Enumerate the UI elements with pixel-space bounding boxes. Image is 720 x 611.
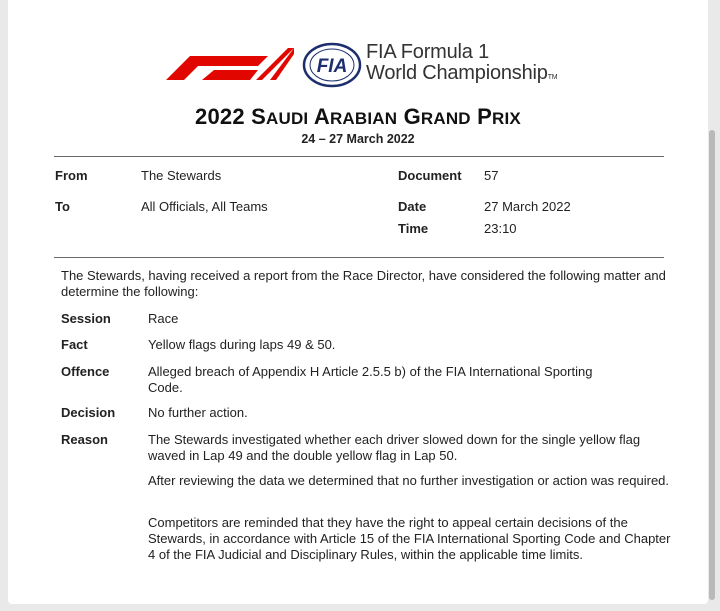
reason-paragraph: Competitors are reminded that they have the right to appeal certain decisions of the Stewards, in accordance with Article 15 of the FIA International Sporting Code and Chapter 4 of the FIA Judicial and Disciplinary Rules, within the applicable time limits. — [148, 515, 671, 562]
fia-brand-line1: FIA Formula 1 — [366, 41, 489, 63]
to-label: To — [55, 199, 70, 214]
reason-paragraph: After reviewing the data we determined that no further investigation or action was required. — [148, 473, 670, 488]
time-label: Time — [398, 221, 429, 236]
session-label: Session — [61, 311, 111, 326]
fia-seal-logo — [302, 42, 362, 88]
document-title: 2022 SAUDI ARABIAN GRAND PRIX — [195, 104, 521, 129]
trademark: TM — [547, 74, 558, 81]
fact-label: Fact — [61, 337, 88, 352]
svg-text:FIA: FIA — [316, 56, 348, 77]
fia-championship-text — [366, 42, 557, 88]
intro-paragraph: The Stewards, having received a report from the Race Director, have considered the following matter and determine the following: — [61, 268, 666, 299]
from-label: From — [55, 168, 88, 183]
f1-logo — [156, 44, 296, 84]
decision-value: No further action. — [148, 405, 248, 420]
event-dates: 24 – 27 March 2022 — [301, 132, 415, 146]
divider — [54, 156, 664, 157]
document-value: 57 — [484, 168, 499, 183]
divider — [54, 257, 664, 258]
reason-paragraph: The Stewards investigated whether each driver slowed down for the single yellow flag waved in Lap 49 and the double yellow flag in Lap 50. — [148, 432, 641, 463]
reason-label: Reason — [61, 432, 108, 447]
date-label: Date — [398, 199, 427, 214]
fia-brand-line2: World Championship — [366, 62, 548, 84]
time-value: 23:10 — [484, 221, 517, 236]
fact-value: Yellow flags during laps 49 & 50. — [148, 337, 336, 352]
document-page — [8, 0, 708, 604]
to-value: All Officials, All Teams — [141, 199, 268, 214]
decision-label: Decision — [61, 405, 116, 420]
offence-value: Alleged breach of Appendix H Article 2.5.5 b) of the FIA International Sporting Code. — [148, 364, 593, 395]
from-value: The Stewards — [141, 168, 222, 183]
scrollbar[interactable] — [709, 130, 715, 600]
document-label: Document — [398, 168, 462, 183]
date-value: 27 March 2022 — [484, 199, 571, 214]
session-value: Race — [148, 311, 179, 326]
offence-label: Offence — [61, 364, 110, 379]
